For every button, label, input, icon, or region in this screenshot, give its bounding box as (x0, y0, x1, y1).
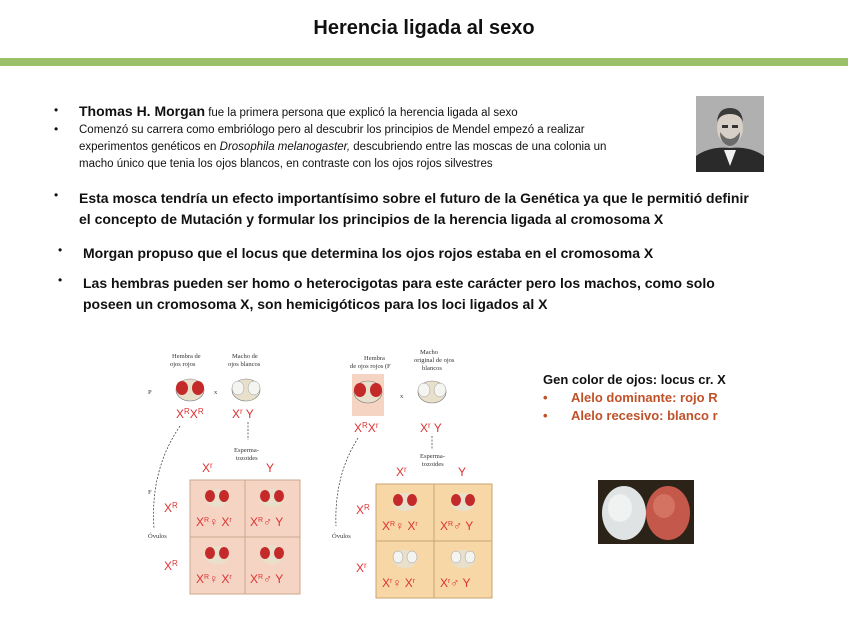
fly-red-eyed-female (176, 379, 204, 401)
svg-text:Y: Y (266, 461, 275, 475)
svg-text:Óvulos: Óvulos (332, 533, 351, 540)
cross2-diagram (328, 346, 500, 602)
svg-text:Hembra de: Hembra de (172, 353, 201, 360)
svg-text:blancos: blancos (422, 365, 442, 372)
morgan-portrait (696, 96, 764, 172)
svg-text:XR♂ Y: $X^R♂$ Y (440, 519, 474, 533)
svg-text:XR♀ Xr: $X^R♀$ $X^r$ (196, 515, 232, 529)
svg-text:Y: Y (458, 465, 467, 479)
cross1-diagram (140, 350, 310, 600)
svg-text:ojos blancos: ojos blancos (228, 361, 261, 368)
svg-text:Macho: Macho (420, 349, 439, 356)
punnett-square-2 (376, 484, 492, 598)
fly-eyes-photo (598, 480, 694, 544)
svg-text:Xr Y: $X^r$ Y (420, 421, 442, 435)
svg-text:Xr♂ Y: $X^r♂$ Y (440, 576, 471, 590)
punnett-square-1 (190, 480, 300, 594)
recessive-allele: • Alelo recesivo: blanco r (543, 408, 718, 423)
species-name: Drosophila melanogaster, (219, 141, 351, 153)
svg-text:x: x (214, 389, 218, 396)
dominant-allele: • Alelo dominante: rojo R (543, 390, 718, 405)
svg-text:Óvulos: Óvulos (148, 533, 167, 540)
svg-text:de ojos rojos (F: de ojos rojos (F (350, 363, 391, 370)
svg-text:Hembra: Hembra (364, 355, 385, 362)
svg-text:XR♂ Y: $X^R♂$ Y (250, 572, 284, 586)
svg-text:XR♀ Xr: $X^R♀$ $X^r$ (196, 572, 232, 586)
svg-text:XRXR: $X^RX^R$ (176, 407, 204, 421)
svg-text:XR♂ Y: $X^R♂$ Y (250, 515, 284, 529)
svg-text:XRXr: $X^RX^r$ (354, 421, 379, 435)
svg-text:XR: $X^R$ (164, 501, 178, 515)
svg-text:Esperma-: Esperma- (420, 453, 445, 460)
svg-text:XR♀ Xr: $X^R♀$ $X^r$ (382, 519, 418, 533)
svg-text:XR: $X^R$ (164, 559, 178, 573)
svg-text:Xr♀ Xr: $X^r♀$ $X^r$ (382, 576, 416, 590)
svg-text:P: P (148, 389, 152, 396)
fly-f1-female (354, 381, 382, 403)
title-divider (0, 58, 848, 66)
gene-heading: Gen color de ojos: locus cr. X (543, 372, 726, 387)
svg-text:tozoides: tozoides (236, 455, 258, 462)
svg-text:tozoides: tozoides (422, 461, 444, 468)
fly-white-eyed-male (232, 379, 260, 401)
svg-text:Xr Y: $X^r$ Y (232, 407, 254, 421)
svg-text:Xr: $X^r$ (202, 461, 213, 475)
svg-text:ojos rojos: ojos rojos (170, 361, 196, 368)
svg-text:Xr: $X^r$ (396, 465, 407, 479)
svg-text:F: F (148, 489, 152, 496)
svg-text:XR: $X^R$ (356, 503, 370, 517)
svg-text:x: x (400, 393, 404, 400)
gene-info (543, 372, 803, 423)
svg-text:Xr: $X^r$ (356, 561, 367, 575)
svg-text:Macho de: Macho de (232, 353, 258, 360)
fly-original-white-male (418, 381, 446, 403)
slide-title: Herencia ligada al sexo (313, 17, 535, 39)
svg-text:original de ojos: original de ojos (414, 357, 455, 364)
morgan-name: Thomas H. Morgan (79, 103, 206, 119)
svg-text:Esperma-: Esperma- (234, 447, 259, 454)
